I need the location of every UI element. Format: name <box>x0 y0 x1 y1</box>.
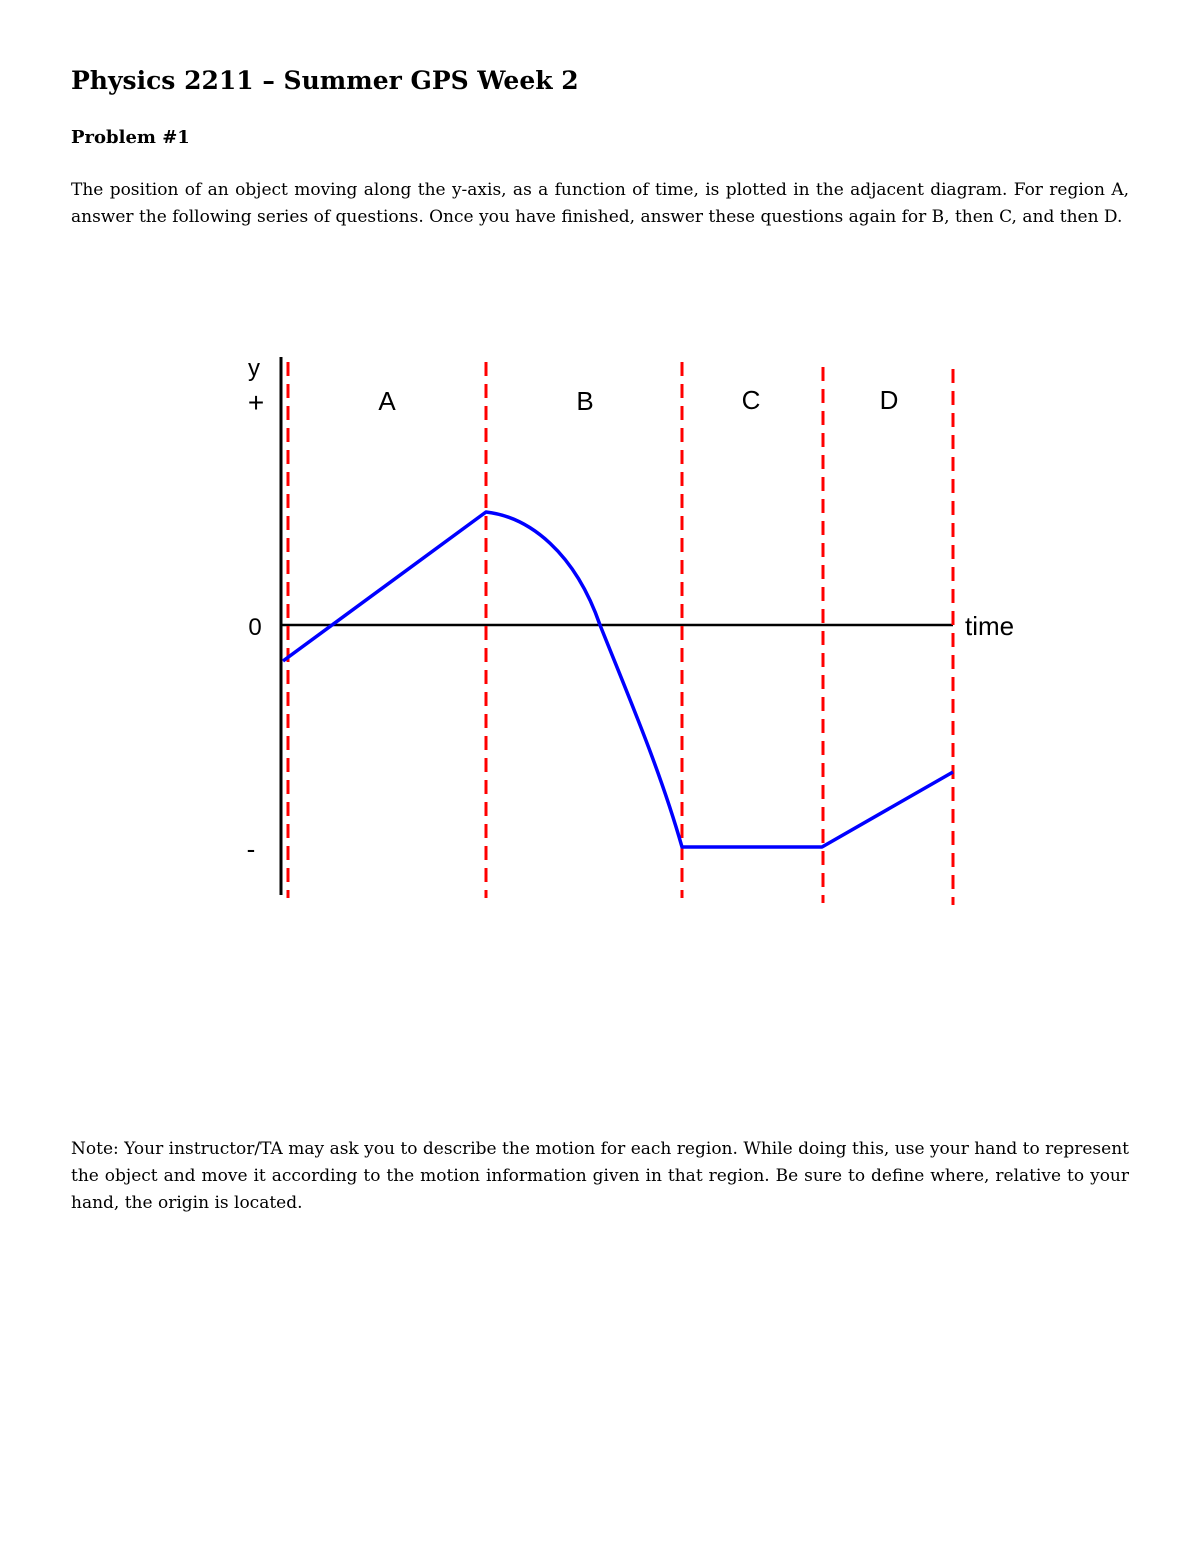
origin-label: 0 <box>248 614 262 641</box>
negative-direction-label: - <box>246 834 256 864</box>
positive-direction-label: + <box>247 387 265 418</box>
y-axis-label: y <box>248 355 260 382</box>
region-label-c: C <box>741 385 761 415</box>
position-curve <box>283 512 953 847</box>
region-label-b: B <box>576 386 594 416</box>
time-axis-label: time <box>965 611 1015 641</box>
region-label-d: D <box>879 385 899 415</box>
note-paragraph: Note: Your instructor/TA may ask you to describe the motion for each region. While doing this, use your hand to represent the object and move it according to the motion information given in that region. Be sure to define where, relative to your hand, the origin is located. <box>71 1139 1129 1213</box>
region-boundaries <box>288 362 953 905</box>
page-title: Physics 2211 – Summer GPS Week 2 <box>71 66 579 95</box>
problem-intro-paragraph: The position of an object moving along the y-axis, as a function of time, is plotted in the adjacent diagram. For region A, answer the following series of questions. Once you have finished, answer these questions again for B, then C, and then D. <box>71 180 1129 227</box>
region-label-a: A <box>378 386 396 416</box>
problem-heading: Problem #1 <box>71 127 190 148</box>
position-time-diagram <box>0 340 1200 920</box>
